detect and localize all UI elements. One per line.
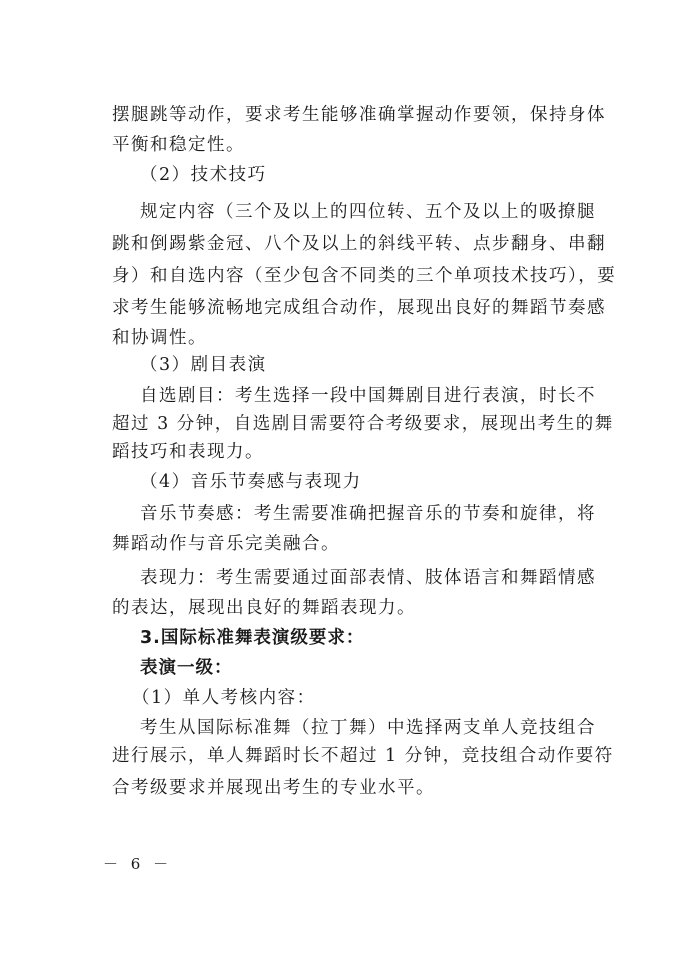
section-heading: （1）单人考核内容：	[132, 688, 316, 708]
paragraph-line: 超过 3 分钟，自选剧目需要符合考级要求，展现出考生的舞	[112, 414, 614, 434]
level-heading: 表演一级：	[140, 658, 233, 678]
paragraph-line: 进行展示，单人舞蹈时长不超过 1 分钟，竞技组合动作要符	[112, 746, 614, 766]
paragraph-line: 和协调性。	[112, 328, 207, 348]
paragraph-line: 音乐节奏感：考生需要准确把握音乐的节奏和旋律，将	[140, 504, 596, 524]
paragraph-line: 的表达，展现出良好的舞蹈表现力。	[112, 598, 416, 618]
paragraph-line: 求考生能够流畅地完成组合动作，展现出良好的舞蹈节奏感	[112, 298, 606, 318]
paragraph-line: 考生从国际标准舞（拉丁舞）中选择两支单人竞技组合	[140, 718, 596, 738]
section-heading: （3）剧目表演	[140, 355, 267, 375]
paragraph-line: 跳和倒踢紫金冠、八个及以上的斜线平转、点步翻身、串翻	[112, 234, 606, 254]
section-heading: （2）技术技巧	[140, 165, 267, 185]
chapter-heading: 3.国际标准舞表演级要求：	[140, 628, 365, 648]
paragraph-line: 自选剧目：考生选择一段中国舞剧目进行表演，时长不	[140, 386, 596, 406]
paragraph-line: 表现力：考生需要通过面部表情、肢体语言和舞蹈情感	[140, 568, 596, 588]
section-heading: （4）音乐节奏感与表现力	[140, 472, 362, 492]
paragraph-line: 合考级要求并展现出考生的专业水平。	[112, 778, 435, 798]
paragraph-line: 平衡和稳定性。	[112, 135, 245, 155]
paragraph-line: 舞蹈动作与音乐完美融合。	[112, 534, 340, 554]
paragraph-line: 规定内容（三个及以上的四位转、五个及以上的吸撩腿	[140, 202, 596, 222]
page-number: － 6 －	[103, 855, 173, 873]
paragraph-line: 蹈技巧和表现力。	[112, 442, 264, 462]
paragraph-line: 身）和自选内容（至少包含不同类的三个单项技术技巧），要	[112, 266, 617, 286]
paragraph-line: 摆腿跳等动作，要求考生能够准确掌握动作要领，保持身体	[112, 105, 606, 125]
